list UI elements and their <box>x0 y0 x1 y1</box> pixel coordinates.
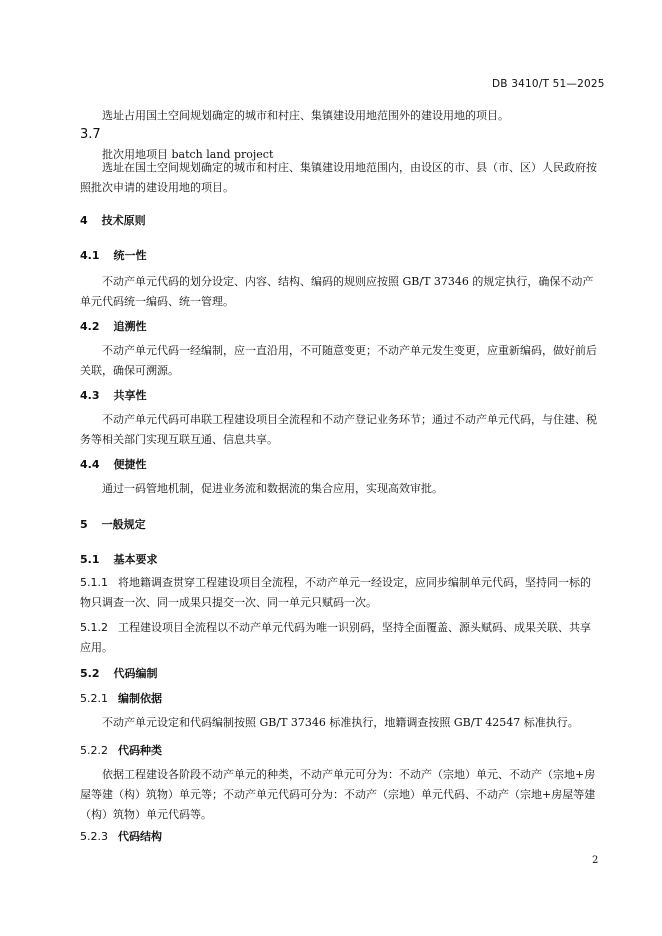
clause-title: 追溯性 <box>113 320 147 333</box>
definition-3-7: 选址在国土空间规划确定的城市和村庄、集镇建设用地范围内，由设区的市、县（市、区）人民政府按照批次申请的建设用地的项目。 <box>80 161 597 194</box>
clause-5-1-1 <box>80 573 600 613</box>
clause-number: 4.2 <box>80 320 100 333</box>
clause-title: 代码结构 <box>118 830 162 843</box>
clause-4-3-heading <box>80 387 147 403</box>
clause-number: 5.1 <box>80 553 100 566</box>
clause-4-1-text: 不动产单元代码的划分设定、内容、结构、编码的规则应按照 GB/T 37346 的规定执行，确保不动产单元代码统一编码、统一管理。 <box>80 275 594 308</box>
clause-number: 5.2.3 <box>80 830 108 843</box>
clause-4-1-heading <box>80 247 147 263</box>
clause-5-1-2 <box>80 618 600 658</box>
clause-5-2-2-heading <box>80 742 162 758</box>
paragraph-3-6-definition: 选址占用国土空间规划确定的城市和村庄、集镇建设用地范围外的建设用地的项目。 <box>102 109 509 122</box>
clause-number: 5.2.1 <box>80 692 108 705</box>
clause-title: 基本要求 <box>113 553 158 566</box>
page-number: 2 <box>592 855 599 866</box>
section-4-heading <box>80 212 146 228</box>
clause-number: 4.3 <box>80 389 100 402</box>
clause-5-2-heading <box>80 665 158 681</box>
clause-5-2-1-heading <box>80 690 162 706</box>
clause-title: 统一性 <box>113 249 147 262</box>
clause-5-2-1-text: 不动产单元设定和代码编制按照 GB/T 37346 标准执行，地籍调查按照 GB/T 42547 标准执行。 <box>102 716 579 729</box>
clause-title: 代码编制 <box>113 667 158 680</box>
clause-number: 5.1.2 <box>80 621 108 634</box>
section-number: 4 <box>80 214 88 227</box>
clause-title: 代码种类 <box>118 744 162 757</box>
clause-title: 编制依据 <box>118 692 162 705</box>
clause-4-4-heading <box>80 456 147 472</box>
section-title: 一般规定 <box>101 518 146 531</box>
clause-4-2-text: 不动产单元代码一经编制，应一直沿用，不可随意变更；不动产单元发生变更，应重新编码，做好前后关联，确保可溯源。 <box>80 344 597 377</box>
clause-number: 5.2.2 <box>80 744 108 757</box>
section-title: 技术原则 <box>101 214 146 227</box>
section-number: 5 <box>80 518 88 531</box>
section-5-heading <box>80 516 146 532</box>
document-id-header: DB 3410/T 51—2025 <box>492 78 605 90</box>
term-3-7: 批次用地项目 batch land project <box>102 148 274 161</box>
clause-4-2-heading <box>80 318 147 334</box>
clause-text: 将地籍调查贯穿工程建设项目全流程，不动产单元一经设定，应同步编制单元代码，坚持同一标的物只调查一次、同一成果只提交一次、同一单元只赋码一次。 <box>80 576 591 609</box>
clause-4-3-text: 不动产单元代码可串联工程建设项目全流程和不动产登记业务环节；通过不动产单元代码，与住建、税务等相关部门实现互联互通、信息共享。 <box>80 413 597 446</box>
clause-5-2-2-text: 依据工程建设各阶段不动产单元的种类，不动产单元可分为：不动产（宗地）单元、不动产（宗地+房屋等建（构）筑物）单元等；不动产单元代码可分为：不动产（宗地）单元代码、不动产（宗地+房屋等建（构）筑物）单元代码等。 <box>80 768 596 821</box>
clause-number: 5.2 <box>80 667 100 680</box>
clause-text: 工程建设项目全流程以不动产单元代码为唯一识别码，坚持全面覆盖、源头赋码、成果关联、共享应用。 <box>80 621 591 654</box>
clause-number: 5.1.1 <box>80 576 108 589</box>
clause-title: 便捷性 <box>113 458 147 471</box>
clause-4-4-text: 通过一码管地机制，促进业务流和数据流的集合应用，实现高效审批。 <box>102 482 443 495</box>
clause-number: 4.1 <box>80 249 100 262</box>
clause-5-2-3-heading <box>80 828 162 844</box>
clause-title: 共享性 <box>113 389 147 402</box>
clause-number: 4.4 <box>80 458 100 471</box>
clause-number-3-7: 3.7 <box>80 127 101 142</box>
clause-5-1-heading <box>80 551 158 567</box>
